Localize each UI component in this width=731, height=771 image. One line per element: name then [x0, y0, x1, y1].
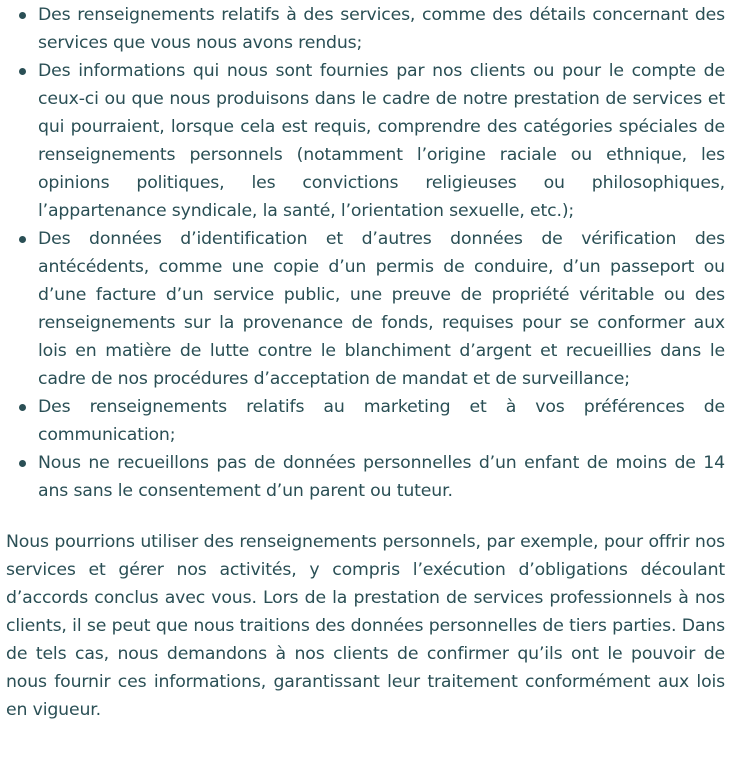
list-item-text: Des renseignements relatifs au marketing et à vos préférences de communication; [38, 397, 725, 445]
list-item [6, 449, 725, 505]
body-paragraph: Nous pourrions utiliser des renseignements personnels, par exemple, pour offrir nos services et gérer nos activités, y compris l’exécution d’obligations découlant d’accords conclus avec vous. Lors de la prestation de services professionnels à nos clients, il se peut que nous traitions des données personnelles de tiers parties. Dans de tels cas, nous demandons à nos clients de confirmer qu’ils ont le pouvoir de nous fournir ces informations, garantissant leur traitement conformément aux lois en vigueur. [6, 532, 725, 720]
bullet-dot-icon [19, 12, 26, 19]
bullet-dot-icon [19, 68, 26, 75]
list-item [6, 1, 725, 57]
bullet-list [6, 0, 725, 505]
bullet-dot-icon [19, 236, 26, 243]
list-item [6, 225, 725, 393]
bullet-dot-icon [19, 404, 26, 411]
list-item [6, 393, 725, 449]
list-item-text: Des informations qui nous sont fournies par nos clients ou pour le compte de ceux-ci ou que nous produisons dans le cadre de notre prestation de services et qui pourraient, lorsque cela est requis, comprendre des catégories spéciales de renseignements personnels (notamment l’origine raciale ou ethnique, les opinions politiques, les convictions religieuses ou philosophiques, l’appartenance syndicale, la santé, l’orientation sexuelle, etc.); [38, 61, 725, 221]
bullet-dot-icon [19, 460, 26, 467]
list-item [6, 57, 725, 225]
list-item-text: Des données d’identification et d’autres données de vérification des antécédents, comme une copie d’un permis de conduire, d’un passeport ou d’une facture d’un service public, une preuve de propriété véritable ou des renseignements sur la provenance de fonds, requises pour se conformer aux lois en matière de lutte contre le blanchiment d’argent et recueillies dans le cadre de nos procédures d’acceptation de mandat et de surveillance; [38, 229, 725, 389]
list-item-text: Nous ne recueillons pas de données personnelles d’un enfant de moins de 14 ans sans le consentement d’un parent ou tuteur. [38, 453, 725, 501]
list-item-text: Des renseignements relatifs à des services, comme des détails concernant des services que vous nous avons rendus; [38, 5, 725, 53]
